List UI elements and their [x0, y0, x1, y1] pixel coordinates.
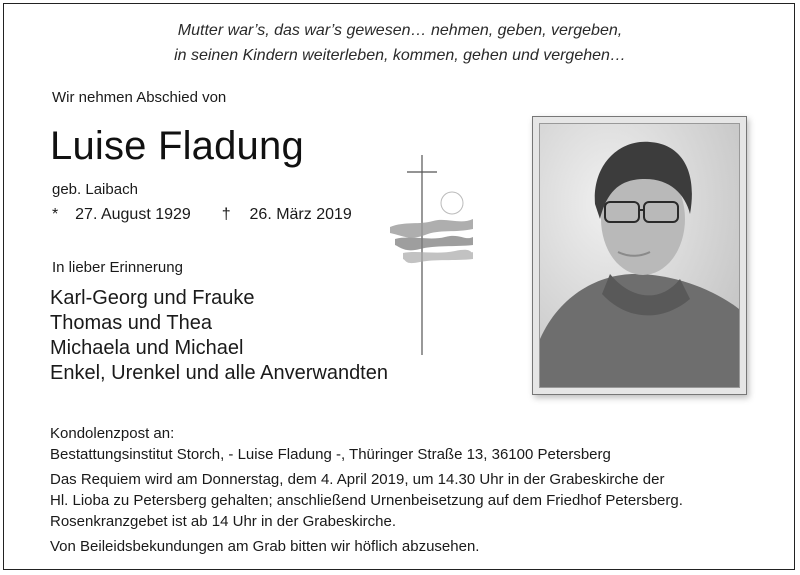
deceased-name: Luise Fladung — [50, 124, 304, 168]
requiem-line-1: Das Requiem wird am Donnerstag, dem 4. April 2019, um 14.30 Uhr in der Grabeskirche der — [50, 471, 665, 488]
hill-layer-1 — [390, 219, 473, 238]
rosary-info: Rosenkranzgebet ist ab 14 Uhr in der Grabeskirche. — [50, 513, 397, 530]
condolence-label: Kondolenzpost an: — [50, 425, 175, 442]
portrait-illustration — [540, 124, 739, 387]
hill-layer-3 — [403, 250, 473, 263]
mourner-line: Enkel, Urenkel und alle Anverwandten — [50, 362, 388, 384]
hill-layer-2 — [395, 236, 473, 251]
motto-line-2: in seinen Kindern weiterleben, kommen, gehen und vergehen… — [174, 47, 626, 64]
life-dates — [52, 206, 352, 224]
memory-label: In lieber Erinnerung — [52, 259, 183, 276]
birth-date: 27. August 1929 — [75, 206, 191, 223]
condolence-address: Bestattungsinstitut Storch, - Luise Fladung -, Thüringer Straße 13, 36100 Petersberg — [50, 446, 611, 463]
condolence-request: Von Beileidsbekundungen am Grab bitten wir höflich abzusehen. — [50, 538, 480, 555]
requiem-line-2: Hl. Lioba zu Petersberg gehalten; anschließend Urnenbeisetzung auf dem Friedhof Petersberg. — [50, 492, 683, 509]
birth-name: geb. Laibach — [52, 181, 138, 198]
mourner-line: Michaela und Michael — [50, 337, 244, 359]
death-symbol: † — [221, 206, 231, 223]
birth-symbol: * — [52, 206, 59, 223]
mourners-list — [50, 286, 388, 386]
intro-text: Wir nehmen Abschied von — [52, 89, 227, 106]
motto-verse — [0, 18, 800, 68]
sun-icon — [441, 192, 463, 214]
mourner-line: Karl-Georg und Frauke — [50, 287, 255, 309]
death-date: 26. März 2019 — [249, 206, 352, 223]
footer-notice — [50, 423, 760, 557]
motto-line-1: Mutter war’s, das war’s gewesen… nehmen, geben, vergeben, — [177, 22, 623, 39]
mourner-line: Thomas und Thea — [50, 312, 212, 334]
portrait-photo — [540, 124, 739, 387]
cross-landscape-illustration — [385, 155, 475, 355]
